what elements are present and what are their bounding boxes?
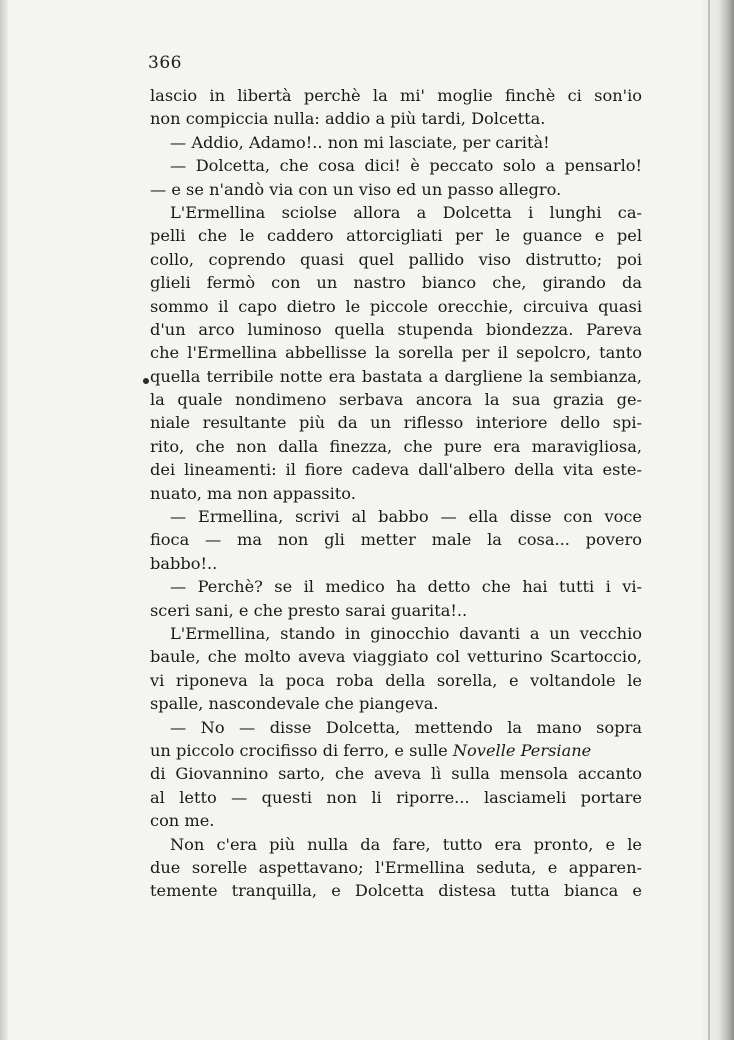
text-segment: un piccolo crocifisso di ferro, e sulle (150, 740, 453, 760)
text-line: che l'Ermellina abbellisse la sorella per il sepolcro, tanto (150, 343, 642, 363)
text-line: baule, che molto aveva viaggiato col vetturino Scartoccio, (150, 647, 642, 667)
text-line: — e se n'andò via con un viso ed un passo allegro. (150, 179, 562, 199)
text-line: spalle, nascondevale che piangeva. (150, 694, 439, 714)
body-text (150, 84, 642, 903)
text-line: — Dolcetta, che cosa dici! è peccato solo a pensarlo! (170, 156, 642, 176)
text-line: Non c'era più nulla da fare, tutto era pronto, e le (170, 834, 642, 854)
page-right-edge (700, 0, 734, 1040)
text-line: glieli fermò con un nastro bianco che, girando da (150, 273, 642, 293)
text-line: rito, che non dalla finezza, che pure era maravigliosa, (150, 436, 642, 456)
text-line: pelli che le caddero attorcigliati per le guance e pel (150, 226, 642, 246)
text-line: d'un arco luminoso quella stupenda biondezza. Pareva (150, 319, 642, 339)
page-number: 366 (148, 53, 182, 73)
text-line: babbo!.. (150, 553, 218, 573)
text-line: — Ermellina, scrivi al babbo — ella disse con voce (170, 507, 642, 527)
text-line: vi riponeva la poca roba della sorella, e voltandole le (150, 670, 642, 690)
ink-speck (143, 378, 149, 384)
text-line: quella terribile notte era bastata a dargliene la sembianza, (150, 366, 642, 386)
book-title: Novelle Persiane (452, 740, 592, 760)
text-line: dei lineamenti: il fiore cadeva dall'albero della vita este- (150, 460, 642, 480)
text-line: L'Ermellina sciolse allora a Dolcetta i lunghi ca- (170, 202, 642, 222)
text-line: la quale nondimeno serbava ancora la sua grazia ge- (150, 390, 642, 410)
text-line: lascio in libertà perchè la mi' moglie finchè ci son'io (150, 86, 642, 105)
text-line: fioca — ma non gli metter male la cosa... povero (150, 530, 642, 550)
text-line: temente tranquilla, e Dolcetta distesa tutta bianca e (150, 881, 642, 901)
text-line: non compiccia nulla: addio a più tardi, Dolcetta. (150, 109, 546, 129)
text-line: al letto — questi non li riporre... lasciameli portare (150, 787, 642, 807)
page-left-edge (0, 0, 8, 1040)
text-line: — No — disse Dolcetta, mettendo la mano sopra (170, 717, 642, 737)
text-line: niale resultante più da un riflesso interiore dello spi- (150, 413, 642, 433)
text-line: sceri sani, e che presto sarai guarita!.. (150, 600, 468, 620)
text-line: due sorelle aspettavano; l'Ermellina seduta, e apparen- (150, 857, 642, 877)
page-binding-line (708, 0, 710, 1040)
text-line: L'Ermellina, stando in ginocchio davanti a un vecchio (170, 623, 642, 643)
text-line-mixed (150, 739, 642, 762)
text-line: nuato, ma non appassito. (150, 483, 356, 503)
text-line: di Giovannino sarto, che aveva lì sulla mensola accanto (150, 764, 642, 784)
text-line: collo, coprendo quasi quel pallido viso distrutto; poi (150, 249, 642, 269)
text-line: sommo il capo dietro le piccole orecchie, circuiva quasi (150, 296, 642, 316)
text-line: — Addio, Adamo!.. non mi lasciate, per carità! (170, 132, 550, 152)
text-line: con me. (150, 811, 215, 831)
text-line: — Perchè? se il medico ha detto che hai tutti i vi- (170, 577, 642, 597)
